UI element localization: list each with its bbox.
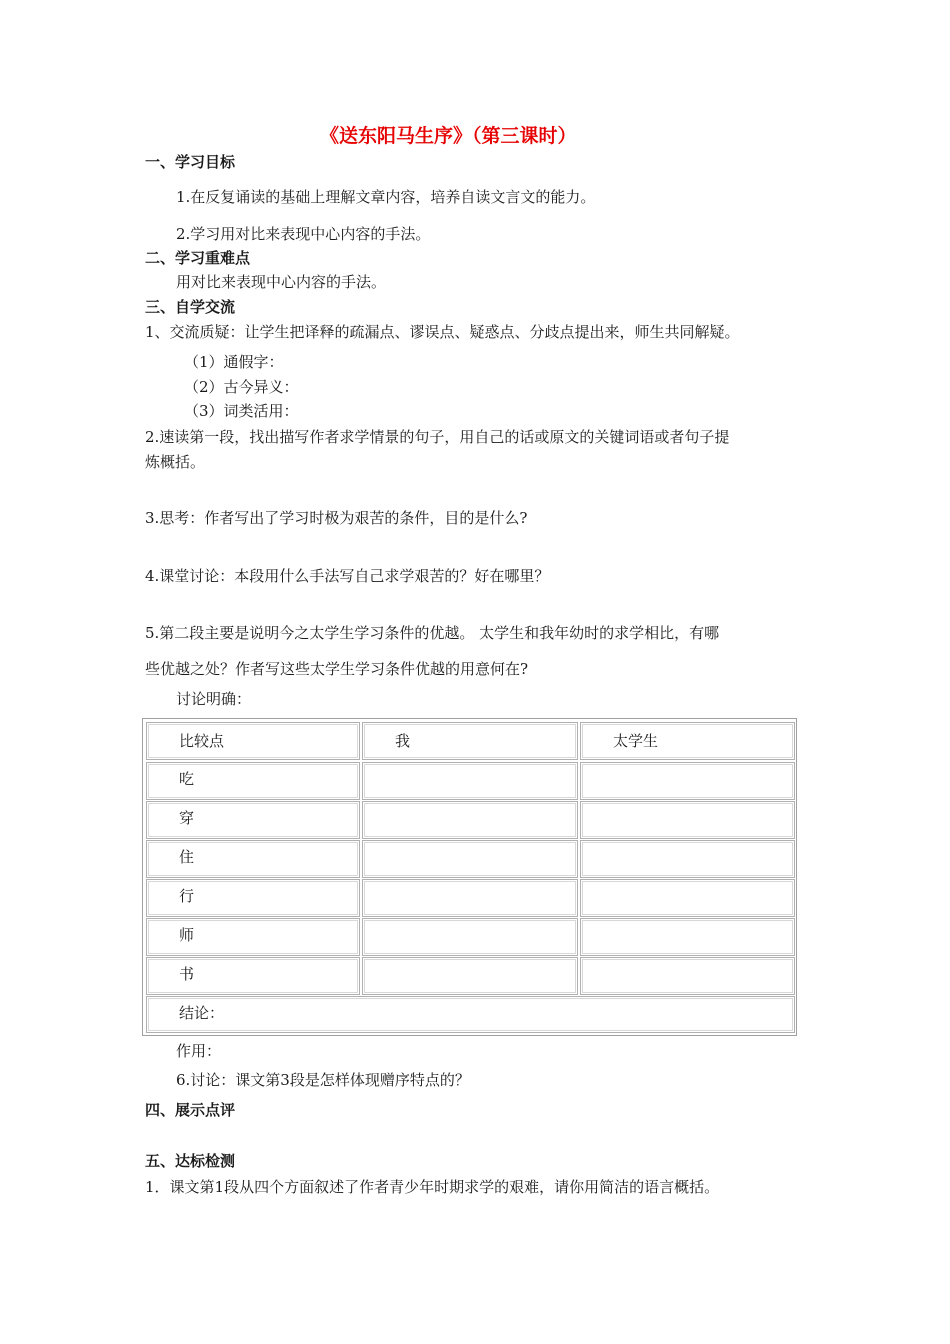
table-row-label-cell [146, 762, 360, 800]
table-row-label: 师 [179, 926, 195, 944]
section-heading-presentation: 四、展示点评 [145, 1101, 236, 1119]
table-header-label: 我 [395, 732, 411, 750]
table-row-label: 穿 [179, 809, 195, 827]
assessment-question-1: 1．课文第1段从四个方面叙述了作者青少年时期求学的艰难，请你用简洁的语言概括。 [145, 1178, 720, 1196]
table-cell-empty [362, 957, 578, 995]
section-heading-key-points: 二、学习重难点 [145, 249, 251, 267]
key-points-body: 用对比来表现中心内容的手法。 [176, 273, 387, 291]
question-1: 1、交流质疑：让学生把译释的疏漏点、谬误点、疑惑点、分歧点提出来，师生共同解疑。 [145, 323, 740, 341]
table-conclusion-label: 结论： [179, 1004, 225, 1022]
table-row-label: 行 [179, 887, 195, 905]
table-row-label-cell [146, 957, 360, 995]
table-row-label-cell [146, 801, 360, 839]
table-cell-empty [362, 918, 578, 956]
question-2-line-1: 2.速读第一段，找出描写作者求学情景的句子，用自己的话或原文的关键词语或者句子提 [145, 428, 730, 446]
table-cell-empty [580, 879, 795, 917]
question-1-sub-b: （2）古今异义： [184, 378, 299, 396]
table-row-label: 吃 [179, 770, 195, 788]
table-row-label: 书 [179, 965, 195, 983]
section-heading-goals: 一、学习目标 [145, 153, 236, 171]
table-cell-empty [580, 840, 795, 878]
table-cell-empty [580, 957, 795, 995]
goal-item-1: 1.在反复诵读的基础上理解文章内容，培养自读文言文的能力。 [176, 188, 596, 206]
table-cell-empty [580, 801, 795, 839]
table-row-label-cell [146, 879, 360, 917]
table-header-cell [146, 722, 360, 760]
table-conclusion-cell [146, 996, 795, 1033]
table-header-cell [580, 722, 795, 760]
table-row-label-cell [146, 840, 360, 878]
question-4: 4.课堂讨论：本段用什么手法写自己求学艰苦的？好在哪里？ [145, 567, 550, 585]
table-row-label: 住 [179, 848, 195, 866]
table-header-cell [362, 722, 578, 760]
table-cell-empty [580, 762, 795, 800]
question-6: 6.讨论：课文第3段是怎样体现赠序特点的？ [176, 1071, 470, 1089]
question-1-sub-c: （3）词类活用： [184, 402, 299, 420]
question-2-line-2: 炼概括。 [145, 453, 206, 471]
table-header-label: 太学生 [613, 732, 659, 750]
table-cell-empty [362, 762, 578, 800]
goal-item-2: 2.学习用对比来表现中心内容的手法。 [176, 225, 431, 243]
table-cell-empty [362, 801, 578, 839]
effect-label: 作用： [176, 1042, 222, 1060]
question-5-line-2: 些优越之处？作者写这些太学生学习条件优越的用意何在? [145, 660, 529, 678]
section-heading-self-study: 三、自学交流 [145, 298, 236, 316]
page-title: 《送东阳马生序》（第三课时） [320, 125, 577, 147]
table-cell-empty [362, 840, 578, 878]
question-1-sub-a: （1）通假字： [184, 353, 284, 371]
table-header-label: 比较点 [179, 732, 225, 750]
table-cell-empty [580, 918, 795, 956]
table-cell-empty [362, 879, 578, 917]
question-5-line-1: 5.第二段主要是说明今之太学生学习条件的优越。 太学生和我年幼时的求学相比，有哪 [145, 624, 720, 642]
section-heading-assessment: 五、达标检测 [145, 1152, 236, 1170]
table-row-label-cell [146, 918, 360, 956]
question-3: 3.思考：作者写出了学习时极为艰苦的条件，目的是什么? [145, 509, 528, 527]
discussion-label: 讨论明确： [176, 690, 252, 708]
comparison-table [142, 718, 797, 1036]
